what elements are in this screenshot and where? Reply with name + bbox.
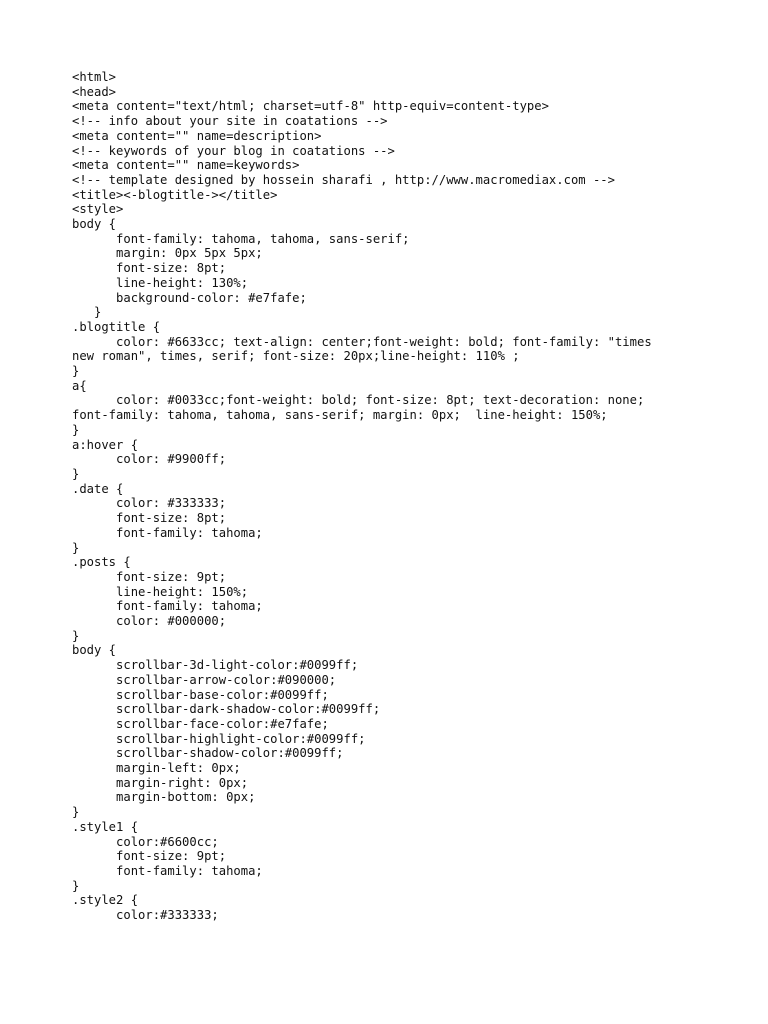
code-line: <head> xyxy=(72,84,117,99)
code-line: body { xyxy=(72,217,117,232)
code-line: color: #000000; xyxy=(72,614,227,629)
code-line: font-size: 9pt; xyxy=(72,569,227,584)
code-line: color:#6600cc; xyxy=(72,834,219,849)
code-line: color:#333333; xyxy=(72,908,219,923)
code-line: font-family: tahoma; xyxy=(72,525,263,540)
code-line: margin-bottom: 0px; xyxy=(72,790,256,805)
code-line: } xyxy=(72,364,80,379)
code-line: font-size: 8pt; xyxy=(72,261,227,276)
code-line: margin: 0px 5px 5px; xyxy=(72,246,263,261)
code-line: font-family: tahoma; xyxy=(72,863,263,878)
code-line: .blogtitle { xyxy=(72,319,161,334)
code-line: body { xyxy=(72,643,117,658)
code-line: .style1 { xyxy=(72,819,139,834)
code-line: color: #6633cc; text-align: center;font-weight: bold; font-family: "times xyxy=(72,334,652,349)
code-line: <meta content="" name=keywords> xyxy=(72,158,300,173)
code-line: .style2 { xyxy=(72,893,139,908)
code-line: a:hover { xyxy=(72,437,139,452)
code-line: font-family: tahoma; xyxy=(72,599,263,614)
code-line: } xyxy=(72,305,102,320)
code-line: <title><-blogtitle-></title> xyxy=(72,187,278,202)
code-line: a{ xyxy=(72,378,87,393)
code-line: <html> xyxy=(72,70,117,84)
code-line: font-size: 8pt; xyxy=(72,511,227,526)
code-line: scrollbar-arrow-color:#090000; xyxy=(72,672,337,687)
code-line: scrollbar-base-color:#0099ff; xyxy=(72,687,329,702)
code-line: scrollbar-highlight-color:#0099ff; xyxy=(72,731,366,746)
code-line: <meta content="" name=description> xyxy=(72,128,322,143)
code-line: font-size: 9pt; xyxy=(72,849,227,864)
code-line: .posts { xyxy=(72,555,131,570)
code-line: <!-- keywords of your blog in coatations --> xyxy=(72,143,395,158)
code-line: <!-- template designed by hossein sharafi , http://www.macromediax.com --> xyxy=(72,172,615,187)
code-line: background-color: #e7fafe; xyxy=(72,290,307,305)
code-line: margin-right: 0px; xyxy=(72,775,249,790)
source-code-document xyxy=(72,70,712,923)
code-line: font-family: tahoma, tahoma, sans-serif; xyxy=(72,231,410,246)
code-line: color: #333333; xyxy=(72,496,227,511)
code-line: font-family: tahoma, tahoma, sans-serif; margin: 0px; line-height: 150%; xyxy=(72,408,608,423)
code-line: new roman", times, serif; font-size: 20px;line-height: 110% ; xyxy=(72,349,520,364)
code-line: .date { xyxy=(72,481,124,496)
code-line: <style> xyxy=(72,202,124,217)
code-line: <!-- info about your site in coatations --> xyxy=(72,114,388,129)
code-line: line-height: 150%; xyxy=(72,584,249,599)
code-line: scrollbar-shadow-color:#0099ff; xyxy=(72,746,344,761)
code-line: margin-left: 0px; xyxy=(72,761,241,776)
code-line: scrollbar-face-color:#e7fafe; xyxy=(72,716,329,731)
code-line: <meta content="text/html; charset=utf-8" http-equiv=content-type> xyxy=(72,99,549,114)
code-line: scrollbar-3d-light-color:#0099ff; xyxy=(72,658,359,673)
code-line: } xyxy=(72,628,80,643)
code-line: } xyxy=(72,878,80,893)
code-line: } xyxy=(72,466,80,481)
code-line: } xyxy=(72,805,80,820)
code-line: line-height: 130%; xyxy=(72,275,249,290)
code-line: } xyxy=(72,422,80,437)
code-line: color: #9900ff; xyxy=(72,452,227,467)
code-line: } xyxy=(72,540,80,555)
code-line: scrollbar-dark-shadow-color:#0099ff; xyxy=(72,702,381,717)
code-line: color: #0033cc;font-weight: bold; font-size: 8pt; text-decoration: none; xyxy=(72,393,645,408)
